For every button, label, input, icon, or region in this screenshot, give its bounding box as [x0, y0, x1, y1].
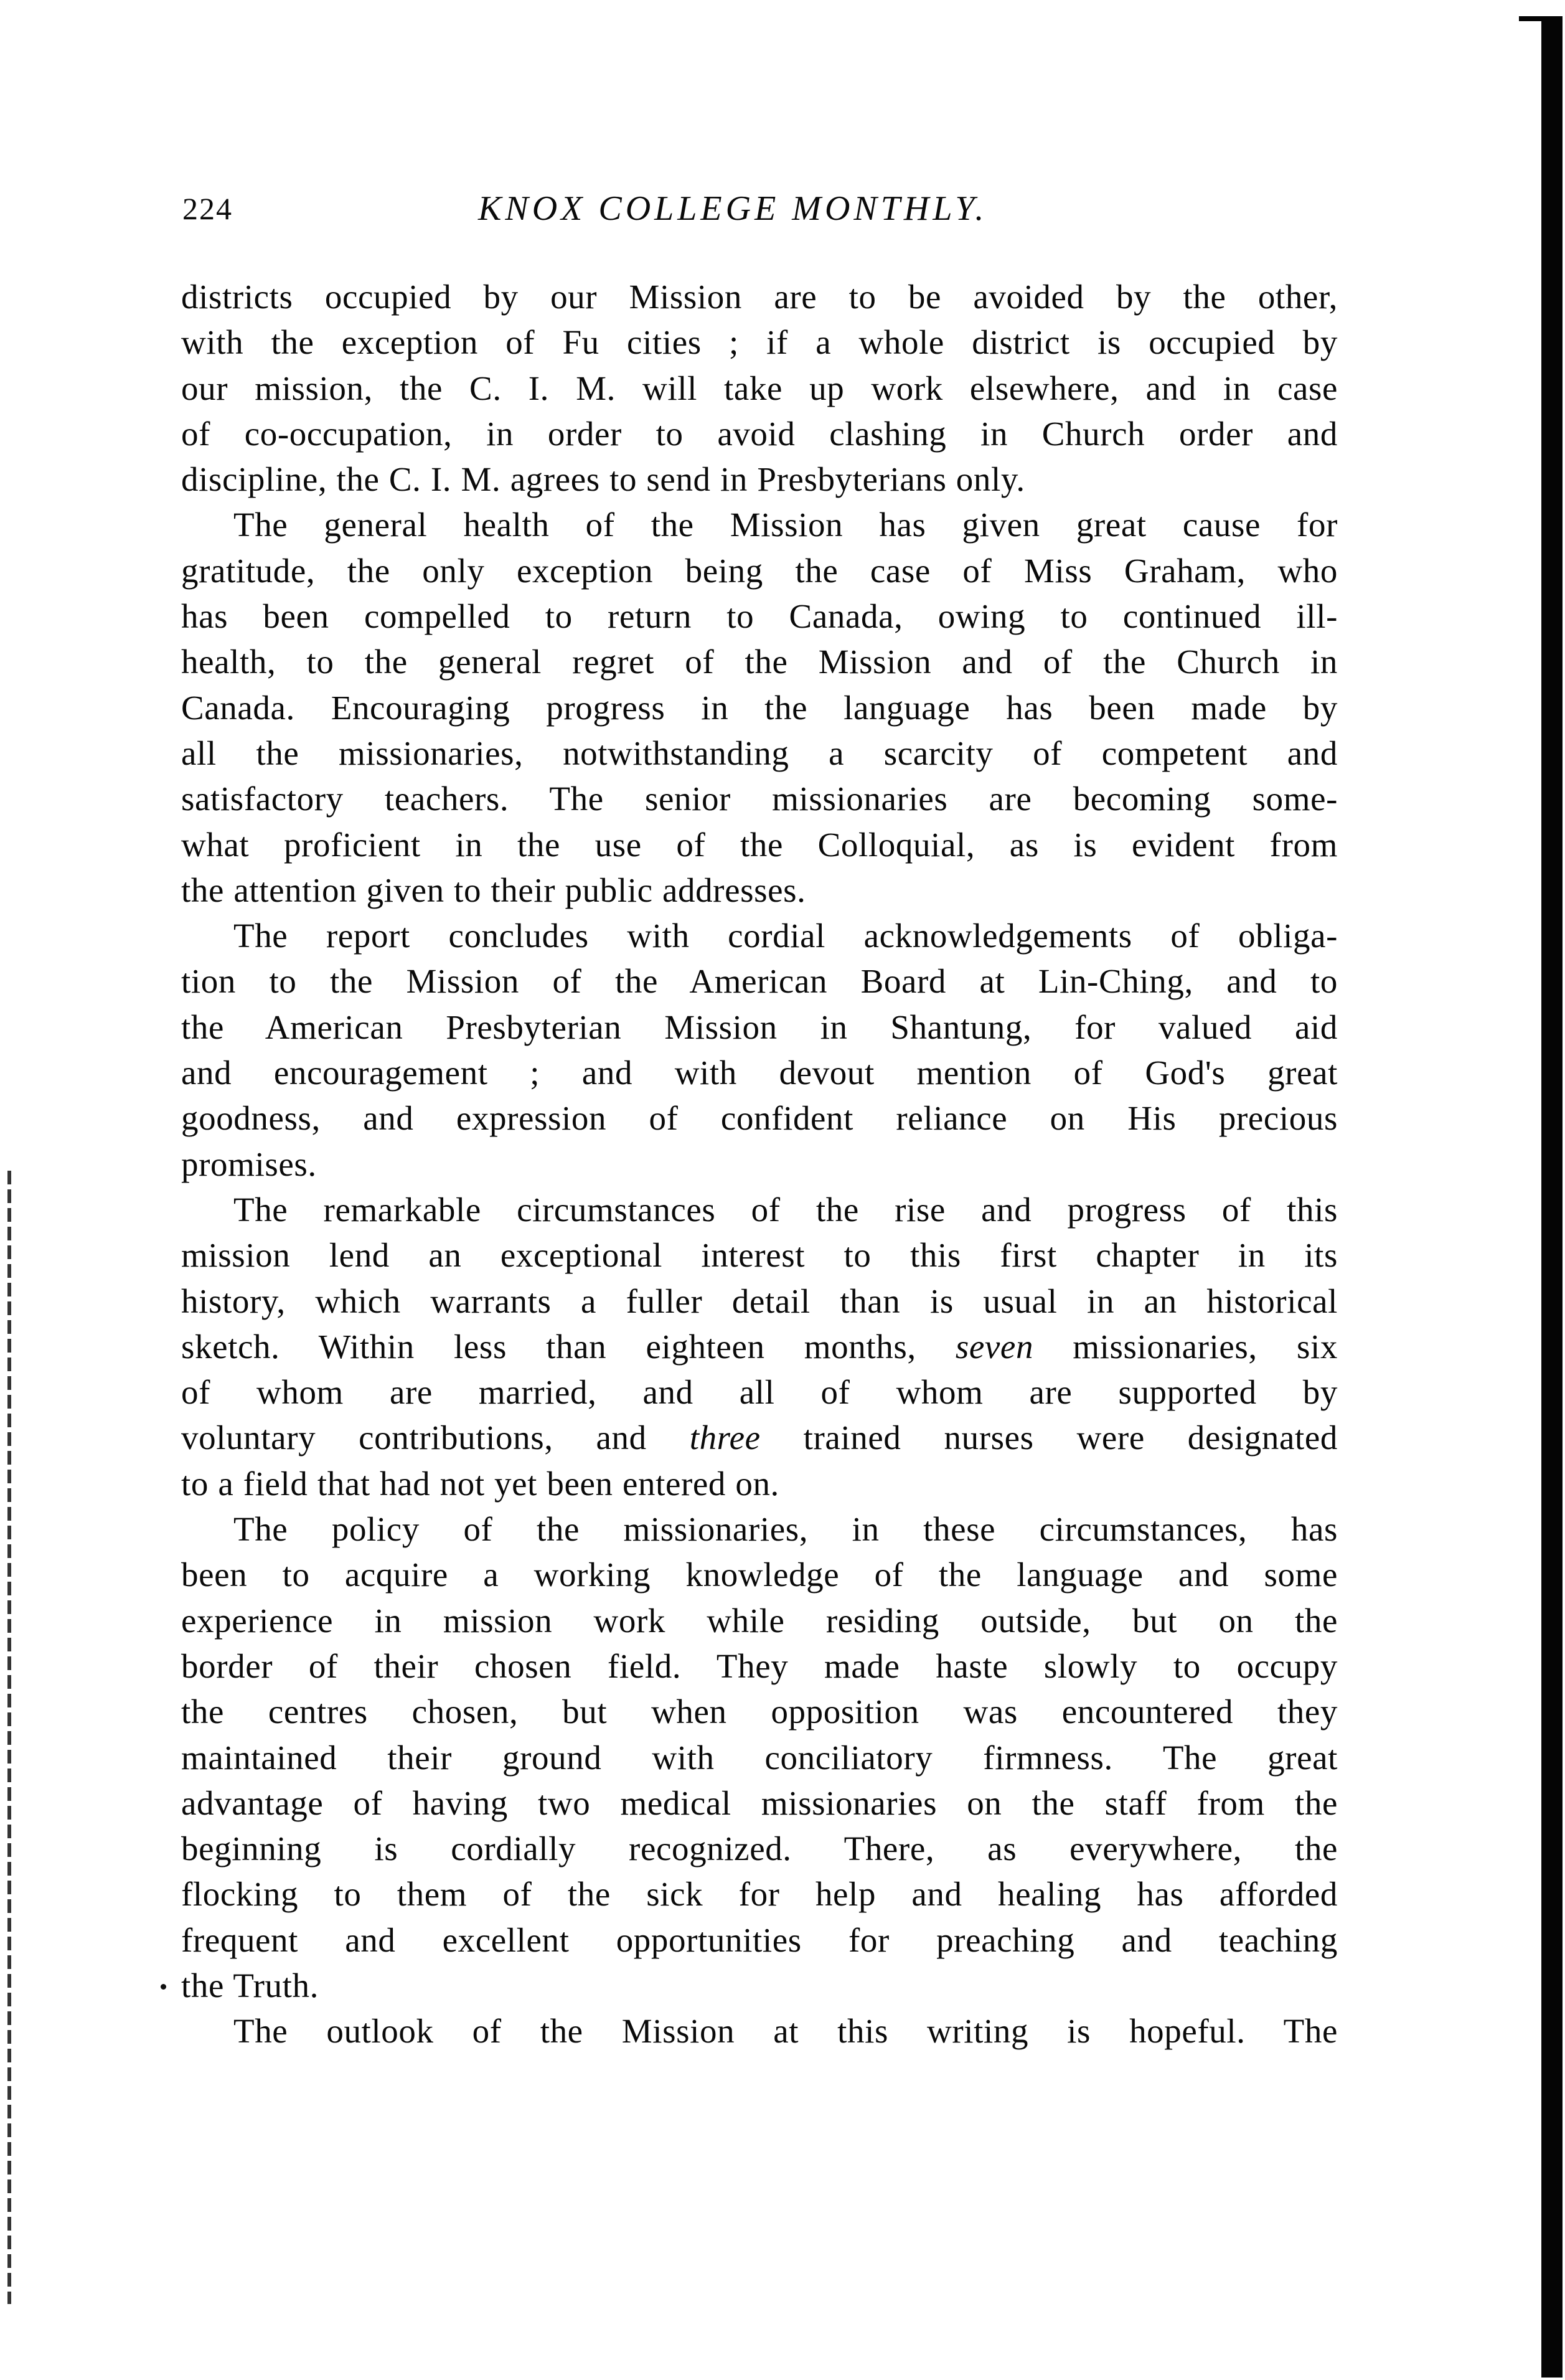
scan-edge-right-top — [1519, 16, 1563, 21]
paragraph — [181, 1506, 1338, 2008]
text-run: experience in mission work while residing outside, but on the — [181, 1601, 1338, 1640]
text-run: gratitude, the only exception being the case of Miss Graham, who — [181, 551, 1338, 590]
text-run: The policy of the missionaries, in these circumstances, has — [233, 1510, 1338, 1549]
text-line — [181, 1552, 1338, 1597]
paragraph — [181, 2008, 1338, 2054]
journal-title: KNOX COLLEGE MONTHLY. — [478, 189, 988, 228]
page-number: 224 — [182, 191, 233, 226]
text-run: the centres chosen, but when opposition was encountered they — [181, 1693, 1338, 1731]
text-run: goodness, and expression of confident reliance on His precious — [181, 1099, 1338, 1138]
paragraph — [181, 1187, 1338, 1506]
text-run: districts occupied by our Mission are to be avoided by the other, — [181, 278, 1338, 316]
text-line — [181, 822, 1338, 867]
text-line — [181, 1187, 1338, 1232]
text-run: and encouragement ; and with devout mention of God's great — [181, 1054, 1338, 1092]
text-run: what proficient in the use of the Colloquial, as is evident from — [181, 825, 1338, 864]
text-line — [181, 1780, 1338, 1826]
text-line — [181, 1735, 1338, 1780]
text-line — [181, 1278, 1338, 1324]
text-run: border of their chosen field. They made haste slowly to occupy — [181, 1646, 1338, 1685]
text-run: advantage of having two medical missionaries on the staff from the — [181, 1783, 1338, 1822]
body-text — [181, 274, 1338, 2054]
text-line — [181, 1689, 1338, 1734]
italic-emphasis: seven — [955, 1327, 1034, 1366]
text-line — [181, 548, 1338, 593]
scan-edge-left — [7, 1171, 11, 2304]
text-run: maintained their ground with conciliatory firmness. The great — [181, 1738, 1338, 1777]
text-line — [181, 1141, 1338, 1187]
text-line — [181, 2008, 1338, 2054]
text-run: The general health of the Mission has given great cause for — [233, 506, 1338, 544]
text-run: to a field that had not yet been entered on. — [181, 1464, 779, 1503]
text-run: history, which warrants a fuller detail than is usual in an historical — [181, 1282, 1338, 1320]
text-line — [181, 1643, 1338, 1689]
text-run: health, to the general regret of the Mission and of the Church in — [181, 643, 1338, 681]
text-run: trained nurses were designated — [760, 1419, 1338, 1457]
text-line — [181, 1050, 1338, 1095]
text-line — [181, 1095, 1338, 1141]
text-line — [181, 639, 1338, 684]
text-run: The report concludes with cordial acknowledgements of obliga- — [233, 917, 1338, 955]
text-run: tion to the Mission of the American Board at Lin-Ching, and to — [181, 962, 1338, 1001]
text-line — [181, 1963, 1338, 2008]
text-run: beginning is cordially recognized. There, as everywhere, the — [181, 1830, 1338, 1868]
text-run: of co-occupation, in order to avoid clashing in Church order and — [181, 414, 1338, 453]
text-line — [181, 366, 1338, 411]
text-line — [181, 274, 1338, 319]
text-run: discipline, the C. I. M. agrees to send in Presbyterians only. — [181, 460, 1025, 499]
text-run: of whom are married, and all of whom are supported by — [181, 1373, 1338, 1412]
text-run: Canada. Encouraging progress in the language has been made by — [181, 688, 1338, 727]
text-line — [181, 1598, 1338, 1643]
text-line — [181, 411, 1338, 456]
text-run: the attention given to their public addresses. — [181, 871, 806, 909]
text-line — [181, 1232, 1338, 1278]
text-run: satisfactory teachers. The senior missionaries are becoming some- — [181, 780, 1338, 818]
text-run: mission lend an exceptional interest to this first chapter in its — [181, 1236, 1338, 1275]
paragraph — [181, 913, 1338, 1187]
text-run: frequent and excellent opportunities for preaching and teaching — [181, 1920, 1338, 1959]
text-run: voluntary contributions, and — [181, 1419, 690, 1457]
text-line — [181, 1917, 1338, 1963]
text-line — [181, 1004, 1338, 1050]
text-run: missionaries, six — [1033, 1327, 1338, 1366]
text-run: the Truth. — [181, 1966, 319, 2005]
text-run: our mission, the C. I. M. will take up work elsewhere, and in case — [181, 369, 1338, 407]
text-run: all the missionaries, notwithstanding a scarcity of competent and — [181, 734, 1338, 772]
stray-ink-mark — [161, 1984, 166, 1990]
text-run: The outlook of the Mission at this writing is hopeful. The — [233, 2012, 1338, 2051]
text-line — [181, 913, 1338, 958]
text-run: with the exception of Fu cities ; if a whole district is occupied by — [181, 323, 1338, 362]
text-line — [181, 1506, 1338, 1552]
text-run: The remarkable circumstances of the rise and progress of this — [233, 1190, 1338, 1229]
italic-emphasis: three — [689, 1419, 761, 1457]
text-line — [181, 867, 1338, 913]
text-line — [181, 1461, 1338, 1506]
text-run: the American Presbyterian Mission in Shantung, for valued aid — [181, 1008, 1338, 1046]
text-line — [181, 1324, 1338, 1369]
text-line — [181, 730, 1338, 776]
text-run: flocking to them of the sick for help and healing has afforded — [181, 1875, 1338, 1914]
text-line — [181, 1871, 1338, 1917]
text-line — [181, 319, 1338, 365]
text-run: sketch. Within less than eighteen months, — [181, 1327, 956, 1366]
text-line — [181, 1415, 1338, 1460]
text-run: been to acquire a working knowledge of the language and some — [181, 1556, 1338, 1594]
text-line — [181, 593, 1338, 639]
text-line — [181, 1369, 1338, 1415]
paragraph — [181, 274, 1338, 502]
text-run: promises. — [181, 1145, 317, 1183]
text-line — [181, 1826, 1338, 1871]
paragraph — [181, 502, 1338, 913]
text-line — [181, 685, 1338, 730]
scan-edge-right — [1541, 16, 1563, 2378]
text-line — [181, 776, 1338, 821]
text-line — [181, 502, 1338, 547]
text-run: has been compelled to return to Canada, owing to continued ill- — [181, 597, 1338, 636]
text-line — [181, 958, 1338, 1004]
running-head — [181, 187, 1338, 230]
text-line — [181, 456, 1338, 502]
